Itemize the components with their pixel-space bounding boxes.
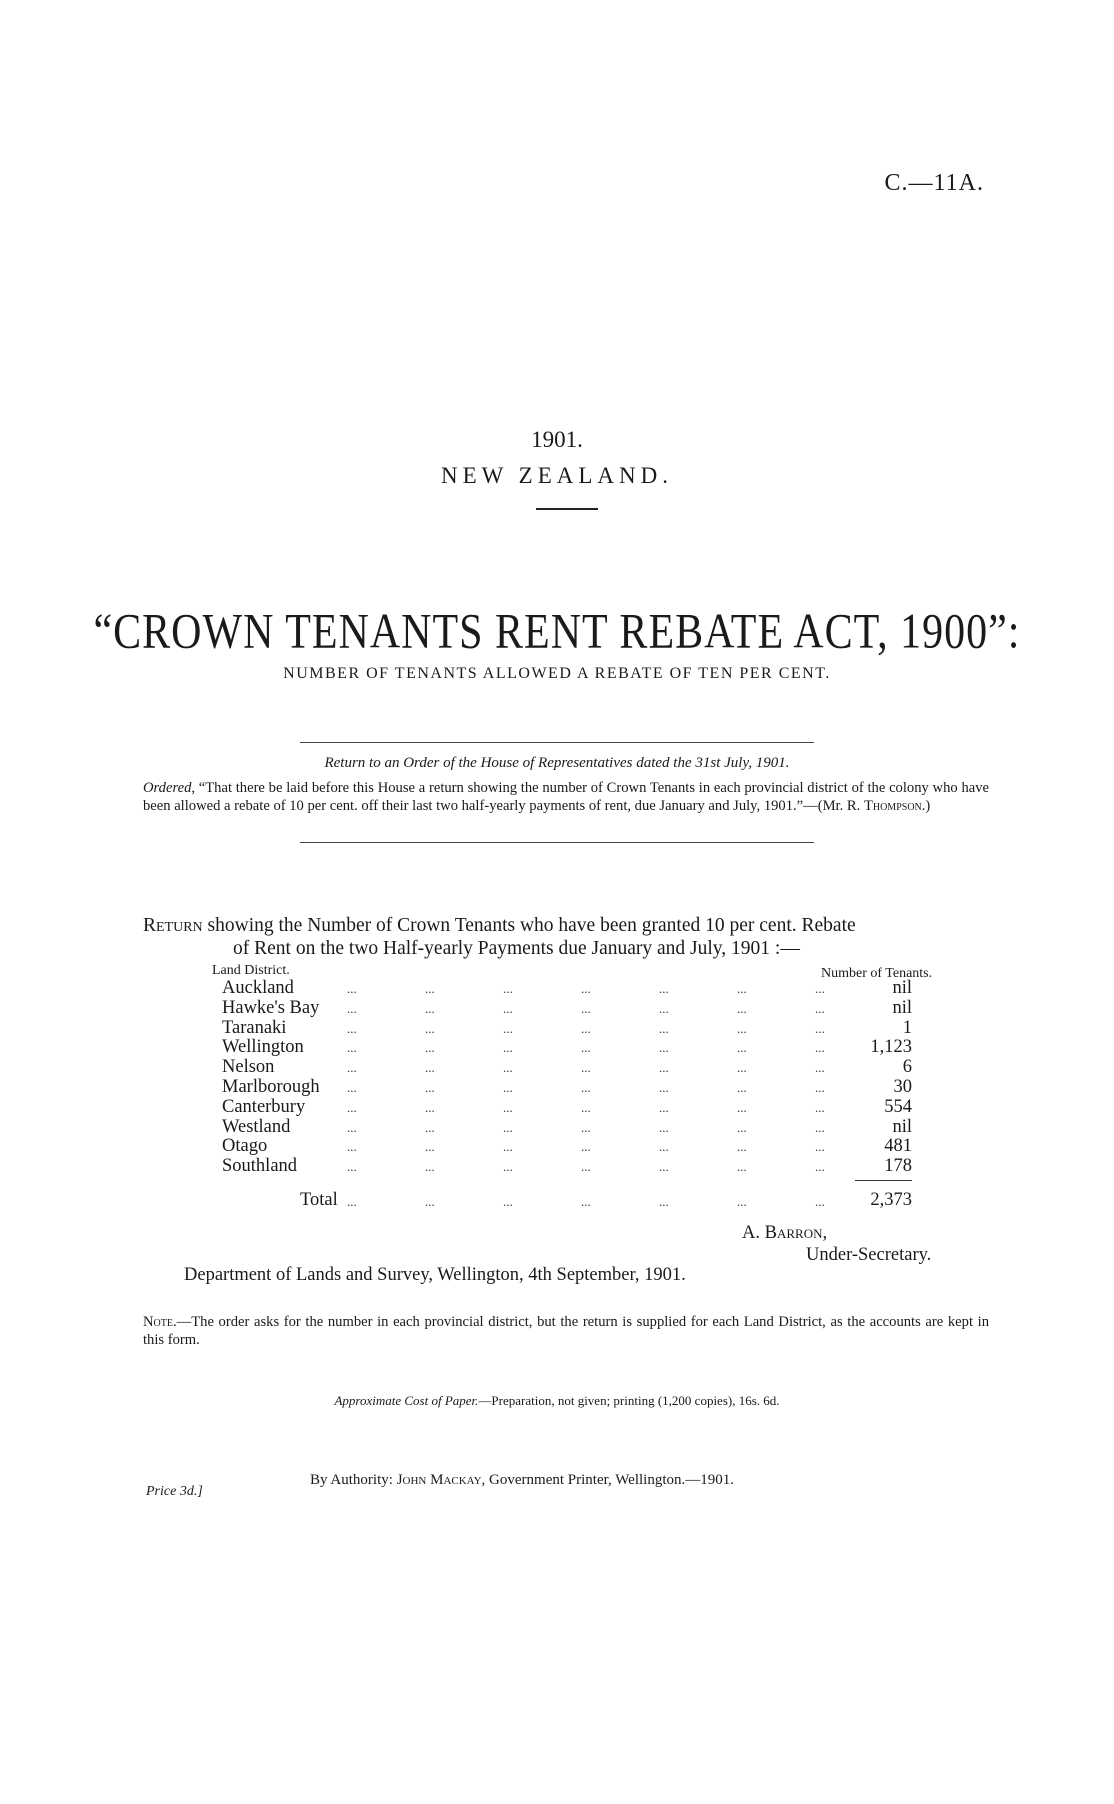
- district-name: Hawke's Bay: [222, 997, 320, 1018]
- department-line: Department of Lands and Survey, Wellington, 4th September, 1901.: [184, 1265, 686, 1285]
- signatory-surname: Barron,: [764, 1223, 828, 1243]
- printer-authority-line: [310, 1472, 734, 1489]
- district-name: Wellington: [222, 1037, 304, 1058]
- district-name: Westland: [222, 1116, 291, 1137]
- return-intro-line1: showing the Number of Crown Tenants who have been granted 10 per cent. Rebate: [202, 915, 856, 936]
- table-row: Auckland ... ... ... ... ... ... ... nil: [222, 978, 912, 998]
- signatory-initial: A.: [742, 1223, 765, 1243]
- order-bottom-rule: [300, 842, 814, 843]
- tenant-count: nil: [892, 978, 912, 998]
- table-row: Canterbury ... ... ... ... ... ... ... 554: [222, 1096, 912, 1117]
- order-top-rule: [300, 742, 814, 743]
- authority-lead: By Authority:: [310, 1472, 397, 1488]
- note-text: —The order asks for the number in each provincial district, but the return is supplied for each Land District, as the accounts are kept in this form.: [143, 1314, 989, 1348]
- table-row: Marlborough ... ... ... ... ... ... ... 30: [222, 1076, 912, 1097]
- district-name: Marlborough: [222, 1076, 320, 1097]
- country-heading: NEW ZEALAND.: [440, 463, 674, 488]
- heading-divider: [536, 508, 598, 510]
- table-row: Westland ... ... ... ... ... ... ... nil: [222, 1116, 912, 1137]
- total-rule: [855, 1180, 912, 1181]
- return-order-line: Return to an Order of the House of Representatives dated the 31st July, 1901.: [324, 755, 790, 771]
- district-name: Southland: [222, 1156, 298, 1177]
- return-intro-lead: Return: [143, 915, 203, 936]
- district-name: Canterbury: [222, 1096, 306, 1117]
- table-row: Southland ... ... ... ... ... ... ... 178: [222, 1156, 912, 1177]
- printer-name: John Mackay: [396, 1472, 482, 1488]
- column-header-number-of-tenants: Number of Tenants.: [821, 966, 933, 981]
- total-row: Total ... ... ... ... ... ... ... 2,373: [300, 1190, 912, 1210]
- tenant-count: 6: [902, 1057, 912, 1078]
- table-row: Taranaki ... ... ... ... ... ... ... 1: [222, 1017, 912, 1038]
- tenant-count: nil: [892, 1116, 912, 1137]
- authority-rest: , Government Printer, Wellington.—1901.: [481, 1472, 735, 1488]
- table-row: Nelson ... ... ... ... ... ... ... 6: [222, 1057, 912, 1078]
- cost-of-paper-line: [0, 1393, 1114, 1409]
- table-row: Hawke's Bay ... ... ... ... ... ... ... nil: [222, 997, 912, 1018]
- return-intro: [143, 914, 989, 960]
- tenant-count: 554: [884, 1096, 912, 1117]
- price-label: Price 3d.]: [146, 1484, 203, 1499]
- document-title: “CROWN TENANTS RENT REBATE ACT, 1900”:: [93, 605, 1021, 660]
- cost-label: Approximate Cost of Paper.: [334, 1393, 479, 1408]
- tenant-count: 481: [884, 1136, 912, 1157]
- tenant-count: nil: [892, 997, 912, 1018]
- total-label: Total: [300, 1190, 338, 1210]
- signatory-title: Under-Secretary.: [806, 1245, 932, 1265]
- ordered-label: Ordered,: [143, 780, 196, 796]
- table-row: Otago ... ... ... ... ... ... ... 481: [222, 1136, 912, 1157]
- note-paragraph: [143, 1313, 989, 1349]
- district-name: Taranaki: [222, 1017, 287, 1038]
- table-row: Wellington ... ... ... ... ... ... ... 1,123: [222, 1037, 912, 1058]
- tenant-count: 1: [902, 1017, 912, 1038]
- ordered-member-name: Thompson: [863, 798, 922, 814]
- total-value: 2,373: [870, 1190, 912, 1210]
- document-reference: C.—11A.: [884, 170, 984, 196]
- district-name: Nelson: [222, 1057, 275, 1078]
- ordered-end: .): [921, 798, 931, 814]
- note-label: Note.: [143, 1314, 177, 1330]
- ordered-paragraph: [143, 779, 989, 815]
- tenant-count: 30: [893, 1076, 912, 1097]
- district-table: [222, 979, 912, 1177]
- cost-text: —Preparation, not given; printing (1,200 copies), 16s. 6d.: [478, 1393, 780, 1408]
- ordered-text: “That there be laid before this House a return showing the number of Crown Tenants in each provincial district of the colony who have been allowed a rebate of 10 per cent. off their last two half-yearly payments of rent, due January and July, 1901.”—(Mr. R.: [143, 780, 989, 814]
- column-header-land-district: Land District.: [212, 963, 290, 978]
- signatory-name: [742, 1223, 827, 1244]
- document-subtitle: NUMBER OF TENANTS ALLOWED A REBATE OF TEN PER CENT.: [283, 665, 831, 682]
- tenant-count: 1,123: [870, 1037, 912, 1058]
- tenant-count: 178: [884, 1156, 912, 1177]
- district-name: Auckland: [222, 978, 294, 998]
- return-intro-line2: of Rent on the two Half-yearly Payments due January and July, 1901 :—: [233, 938, 800, 959]
- district-name: Otago: [222, 1136, 268, 1157]
- publication-year: 1901.: [531, 427, 583, 452]
